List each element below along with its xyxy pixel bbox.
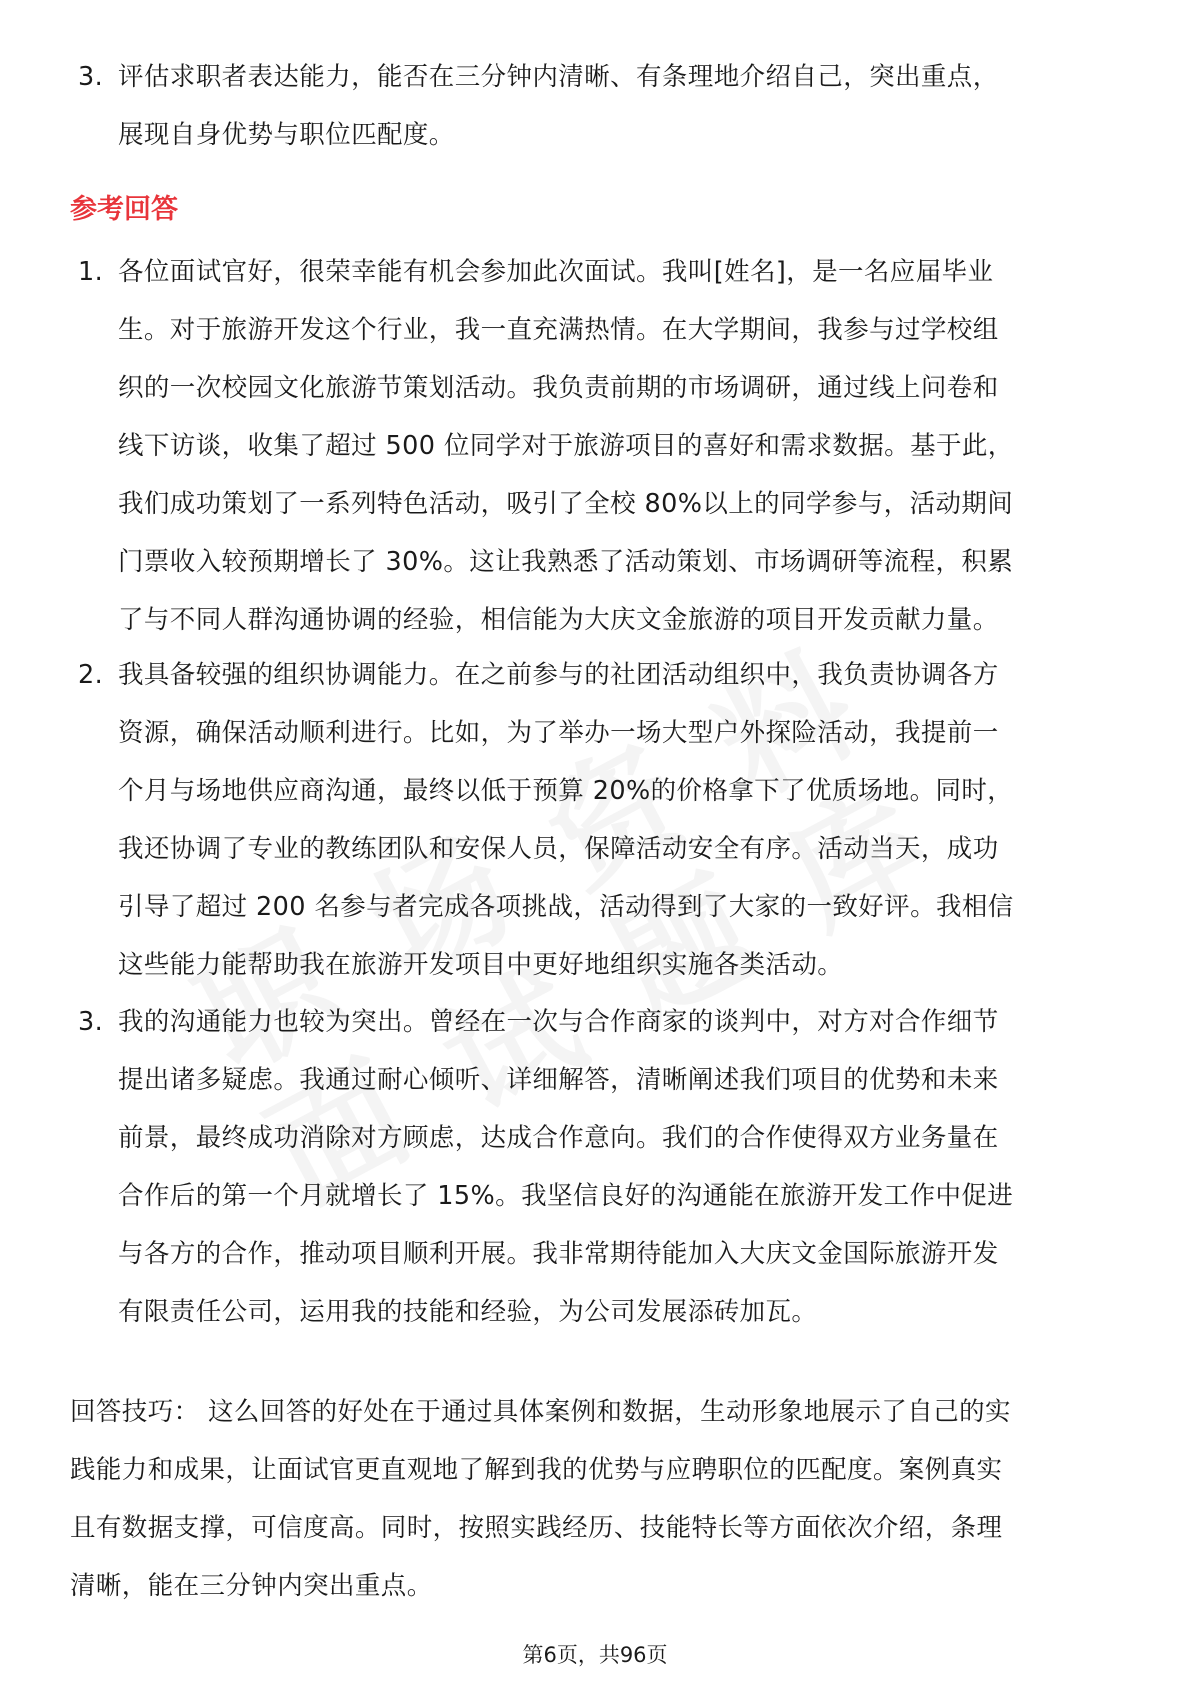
answer-text	[118, 646, 1118, 994]
text-line: 且有数据支撑，可信度高。同时，按照实践经历、技能特长等方面依次介绍，条理	[70, 1513, 1003, 1543]
text-line: 我的沟通能力也较为突出。曾经在一次与合作商家的谈判中，对方对合作细节	[118, 1007, 999, 1037]
text-line: 清晰，能在三分钟内突出重点。	[70, 1571, 433, 1601]
text-line: 我具备较强的组织协调能力。在之前参与的社团活动组织中，我负责协调各方	[118, 660, 999, 690]
answer-tip	[70, 1383, 1130, 1615]
text-line: 评估求职者表达能力，能否在三分钟内清晰、有条理地介绍自己，突出重点，	[118, 62, 999, 92]
answer-text	[118, 243, 1118, 649]
text-line: 引导了超过 200 名参与者完成各项挑战，活动得到了大家的一致好评。我相信	[118, 892, 1014, 922]
text-line: 织的一次校园文化旅游节策划活动。我负责前期的市场调研，通过线上问卷和	[118, 373, 999, 403]
list-number: 2.	[78, 660, 104, 690]
text-line: 与各方的合作，推动项目顺利开展。我非常期待能加入大庆文金国际旅游开发	[118, 1239, 999, 1269]
list-number: 3.	[78, 1007, 104, 1037]
text-line: 展现自身优势与职位匹配度。	[118, 120, 455, 150]
text-line: 提出诸多疑虑。我通过耐心倾听、详细解答，清晰阐述我们项目的优势和未来	[118, 1065, 999, 1095]
text-line: 这些能力能帮助我在旅游开发项目中更好地组织实施各类活动。	[118, 950, 844, 980]
text-line: 了与不同人群沟通协调的经验，相信能为大庆文金旅游的项目开发贡献力量。	[118, 605, 999, 635]
text-line: 我还协调了专业的教练团队和安保人员，保障活动安全有序。活动当天，成功	[118, 834, 999, 864]
text-line: 个月与场地供应商沟通，最终以低于预算 20%的价格拿下了优质场地。同时，	[118, 776, 1014, 806]
text-line: 生。对于旅游开发这个行业，我一直充满热情。在大学期间，我参与过学校组	[118, 315, 999, 345]
text-line: 线下访谈，收集了超过 500 位同学对于旅游项目的喜好和需求数据。基于此，	[118, 431, 1014, 461]
text-line: 回答技巧： 这么回答的好处在于通过具体案例和数据，生动形象地展示了自己的实	[70, 1397, 1011, 1427]
list-number: 1.	[78, 257, 104, 287]
text-line: 我们成功策划了一系列特色活动，吸引了全校 80%以上的同学参与，活动期间	[118, 489, 1014, 519]
text-line: 践能力和成果，让面试官更直观地了解到我的优势与应聘职位的匹配度。案例真实	[70, 1455, 1003, 1485]
list-number: 3.	[78, 62, 104, 92]
answer-text	[118, 993, 1118, 1341]
text-line: 合作后的第一个月就增长了 15%。我坚信良好的沟通能在旅游开发工作中促进	[118, 1181, 1014, 1211]
text-line: 资源，确保活动顺利进行。比如，为了举办一场大型户外探险活动，我提前一	[118, 718, 999, 748]
text-line: 各位面试官好，很荣幸能有机会参加此次面试。我叫[姓名]，是一名应届毕业	[118, 257, 994, 287]
text-line: 门票收入较预期增长了 30%。这让我熟悉了活动策划、市场调研等流程，积累	[118, 547, 1014, 577]
section-heading: 参考回答	[70, 194, 178, 225]
text-line: 有限责任公司，运用我的技能和经验，为公司发展添砖加瓦。	[118, 1297, 818, 1327]
evaluation-point-text	[118, 48, 1118, 164]
text-line: 前景，最终成功消除对方顾虑，达成合作意向。我们的合作使得双方业务量在	[118, 1123, 999, 1153]
page-number: 第6页，共96页	[522, 1643, 668, 1667]
